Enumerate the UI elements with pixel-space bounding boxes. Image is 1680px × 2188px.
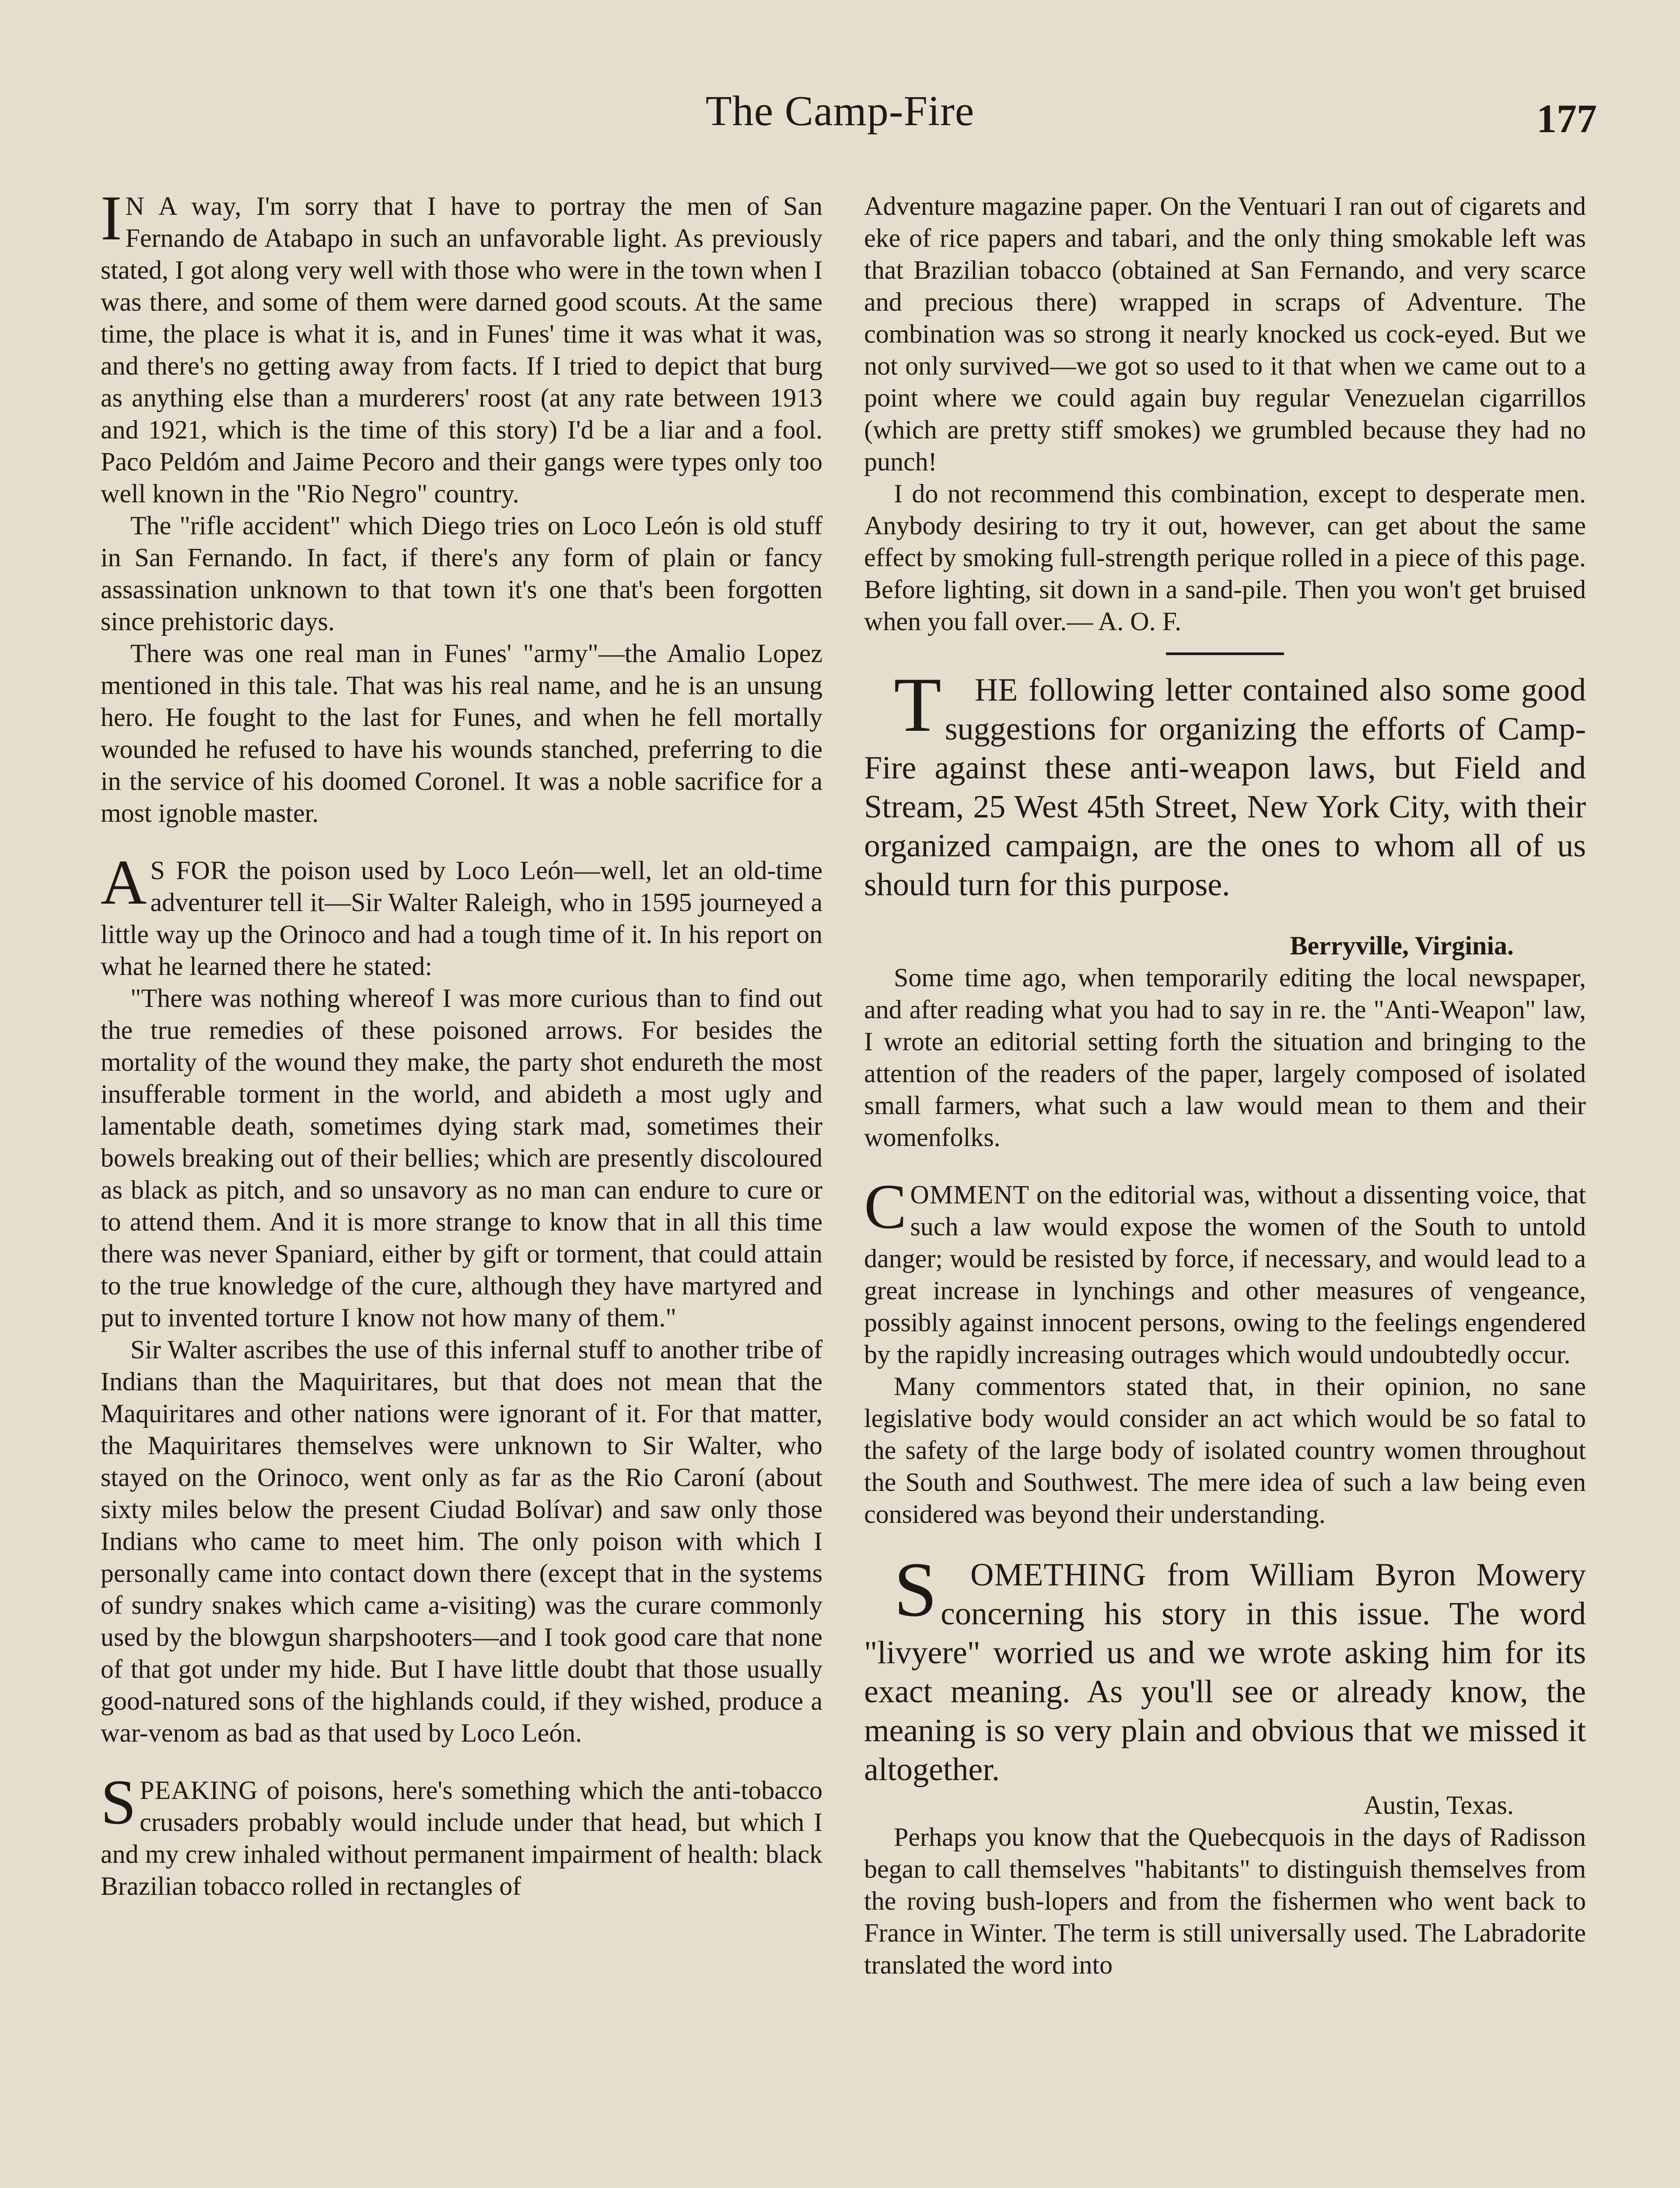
paragraph <box>101 182 823 510</box>
left-column <box>101 182 823 1902</box>
paragraph <box>101 847 823 982</box>
paragraph: Adventure magazine paper. On the Ventuari I ran out of cigarets and eke of rice papers and tabari, and the only thing smokable left was that Brazilian tobacco (obtained at San Fernando, and very scarce and precious there) wrapped in scraps of Adventure. The combination was so strong it nearly knocked us cock-eyed. But we not only survived—we got so used to it that when we came out to a point where we could again buy regular Venezuelan cigarrillos (which are pretty stiff smokes) we grumbled because they had no punch! <box>864 192 1586 476</box>
lead-in: OMMENT <box>910 1180 1030 1209</box>
section-gap <box>101 829 822 855</box>
section-gap <box>864 1154 1586 1179</box>
paragraph-text: following letter contained also some good suggestions for organizing the efforts of Camp-Fire against these anti-weapon laws, but Field and Stream, 25 West 45th Street, New York City, with their organized campaign, are the ones to whom all of us should turn for this purpose. <box>864 672 1586 903</box>
paragraph: Perhaps you know that the Quebecquois in the days of Radisson began to call themselves "habitants" to distinguish themselves from the roving bush-lopers and from the fishermen who went back to France in Winter. The term is still universally used. The Labradorite translated the word into <box>864 1823 1586 1979</box>
right-column <box>864 190 1586 1981</box>
lead-in: S FOR <box>150 856 228 885</box>
section-gap <box>864 1530 1586 1556</box>
lead-in: PEAKING <box>140 1776 258 1805</box>
lead-in: OMETHING <box>970 1557 1147 1593</box>
drop-cap: S <box>894 1546 937 1633</box>
paragraph-text: from William Byron Mowery concerning his story in this issue. The word "livyere" worried us and we wrote asking him for its exact meaning. As you'll see or already know, the meaning is so very plain and obvious that we missed it altogether. <box>864 1557 1586 1788</box>
paragraph <box>101 1767 823 1902</box>
drop-cap: A <box>101 847 147 918</box>
paragraph: The "rifle accident" which Diego tries on Loco León is old stuff in San Fernando. In fact, if there's any form of plain or fancy assassination unknown to that town it's one that's been forgotten since prehistoric days. <box>101 511 822 636</box>
paragraph <box>864 1171 1586 1371</box>
editor-intro <box>864 1546 1586 1789</box>
editor-intro <box>864 661 1586 905</box>
section-gap <box>101 1749 822 1774</box>
drop-cap: C <box>864 1171 907 1242</box>
paragraph: I do not recommend this combination, except to desperate men. Anybody desiring to try it out, however, can get about the same effect by smoking full-strength perique rolled in a piece of this page. Before lighting, sit down in a sand-pile. Then you won't get bruised when you fall over.— A. O. F. <box>864 479 1586 636</box>
letter-place: Austin, Texas. <box>1363 1791 1514 1820</box>
drop-cap: S <box>101 1767 136 1837</box>
page-number: 177 <box>1536 96 1597 141</box>
lead-in: HE <box>974 672 1018 708</box>
drop-cap: I <box>101 182 122 253</box>
page-title: The Camp-Fire <box>705 88 975 135</box>
paragraph: Sir Walter ascribes the use of this infernal stuff to another tribe of Indians than the Maquiritares, but that does not mean that the Maquiritares and other nations were ignorant of it. For that matter, the Maquiritares themselves were unknown to Sir Walter, who stayed on the Orinoco, went only as far as the Rio Caroní (about sixty miles below the present Ciudad Bolívar) and saw only those Indians who came to meet him. The only poison with which I personally came into contact down there (except that in the systems of sundry snakes which came a-visiting) was the curare commonly used by the blowgun sharpshooters—and I took good care that none of that got under my hide. But I have little doubt that those usually good-natured sons of the highlands could, if they wished, produce a war-venom as bad as that used by Loco León. <box>101 1335 822 1747</box>
paragraph: Many commentors stated that, in their opinion, no sane legislative body would consider an act which would be so fatal to the safety of the large body of isolated country women throughout the South and Southwest. The mere idea of such a law being even considered was beyond their understanding. <box>864 1372 1586 1529</box>
paragraph: There was one real man in Funes' "army"—the Amalio Lopez mentioned in this tale. That was his real name, and he is an unsung hero. He fought to the last for Funes, and when he fell mortally wounded he refused to have his wounds stanched, preferring to die in the service of his doomed Coronel. It was a noble sacrifice for a most ignoble master. <box>101 639 822 828</box>
paragraph-text: of poisons, here's something which the anti-tobacco crusaders probably would include under that head, but which I and my crew inhaled without permanent impairment of health: black Brazilian tobacco rolled in rectangles of <box>101 1776 823 1900</box>
paragraph-text: on the editorial was, without a dissenting voice, that such a law would expose the women of the South to untold danger; would be resisted by force, if necessary, and would lead to a great increase in lynchings and other measures of vengeance, possibly against innocent persons, owing to the feelings engendered by the rapidly increasing outrages which would undoubtedly occur. <box>864 1180 1586 1369</box>
lead-in: N A way, <box>125 192 242 221</box>
paragraph-text: I'm sorry that I have to portray the men of San Fernando de Atabapo in such an unfavorable light. As previously stated, I got along very well with those who were in the town when I was there, and some of them were darned good scouts. At the same time, the place is what it is, and in Funes' time it was what it was, and there's no getting away from facts. If I tried to depict that burg as anything else than a murderers' roost (at any rate between 1913 and 1921, which is the time of this story) I'd be a liar and a fool. Paco Peldóm and Jaime Pecoro and their gangs were types only too well known in the "Rio Negro" country. <box>101 192 823 508</box>
paragraph-text: the poison used by Loco León—well, let an old-time adventurer tell it—Sir Walter Raleigh, who in 1595 journeyed a little way up the Orinoco and had a tough time of it. In his report on what he learned there he stated: <box>101 856 823 981</box>
drop-cap: T <box>894 661 942 748</box>
section-gap <box>864 905 1586 930</box>
section-divider <box>1166 652 1284 655</box>
quotation: "There was nothing whereof I was more curious than to find out the true remedies of these poisoned arrows. For besides the mortality of the wound they make, the party shot endureth the most insufferable torment in the world, and abideth a most ugly and lamentable death, sometimes dying stark mad, sometimes their bowels breaking out of their bellies; which are presently discoloured as black as pitch, and so unsavory as no man can endure to cure or to attend them. And it is more strange to know that in all this time there was never Spaniard, either by gift or torment, that could attain to the true knowledge of the cure, although they have martyred and put to invented torture I know not how many of them." <box>101 984 822 1332</box>
letter-place: Berryville, Virginia. <box>1290 931 1514 960</box>
paragraph: Some time ago, when temporarily editing the local newspaper, and after reading what you had to say in re. the "Anti-Weapon" law, I wrote an editorial setting forth the situation and bringing to the attention of the readers of the paper, largely composed of isolated small farmers, what such a law would mean to them and their womenfolks. <box>864 963 1586 1152</box>
